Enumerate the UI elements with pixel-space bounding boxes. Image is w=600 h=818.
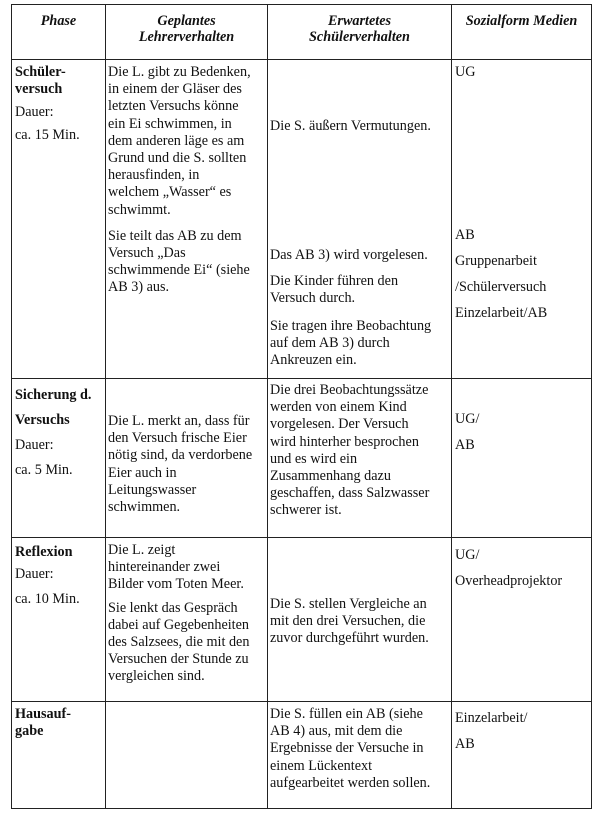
row2-phase-title-line2: Versuchs — [15, 412, 70, 428]
text-line: Zusammenhang dazu — [270, 468, 391, 485]
text-line: aufgearbeitet werden sollen. — [270, 774, 431, 791]
row2-teacher — [108, 413, 266, 516]
row4-phase-title-line2: gabe — [15, 723, 44, 739]
header-student — [268, 13, 451, 45]
row3-teacher — [108, 542, 266, 692]
text-line: ein Ei schwimmen, in — [108, 115, 232, 132]
text-line: Die L. zeigt — [108, 542, 176, 558]
row3-teacher-paragraph-1 — [108, 542, 266, 594]
row2-duration: ca. 5 Min. — [15, 462, 73, 478]
header-phase — [12, 13, 105, 29]
text-line: den Versuch frische Eier — [108, 430, 247, 447]
row1-social-list — [455, 222, 591, 326]
text-line: werden von einem Kind — [270, 399, 407, 416]
text-line: Die Kinder führen den — [270, 273, 399, 289]
text-line: Die S. stellen Vergleiche an — [270, 596, 427, 612]
text-line: dem anderen läge es am — [108, 132, 245, 149]
header-student-line1: Erwartetes — [327, 13, 392, 29]
row2-student — [270, 382, 451, 520]
header-separator — [11, 59, 592, 60]
row2-duration-label: Dauer: — [15, 437, 54, 453]
row3-duration-label: Dauer: — [15, 566, 54, 582]
row-separator-3 — [11, 701, 592, 702]
row1-student-paragraph-2 — [270, 247, 451, 264]
text-line: Overheadprojektor — [455, 573, 563, 589]
text-line: schwimmt. — [108, 201, 171, 218]
text-line: welchem „Wasser“ es — [108, 184, 232, 201]
text-line: schwimmen. — [108, 499, 181, 516]
text-line: AB — [455, 227, 475, 243]
text-line: mit den drei Versuchen, die — [270, 613, 426, 630]
text-line: Ankreuzen ein. — [270, 352, 357, 369]
text-line: vergleichen sind. — [108, 668, 205, 685]
col-border-right — [591, 4, 592, 809]
col-separator-1 — [105, 4, 106, 809]
text-line: Versuch „Das — [108, 245, 186, 262]
text-line: Grund und die S. sollten — [108, 150, 247, 167]
text-line: Einzelarbeit/AB — [455, 305, 548, 321]
row1-duration: ca. 15 Min. — [15, 127, 80, 144]
text-line: Einzelarbeit/ — [455, 710, 528, 726]
text-line: des Salzsees, die mit den — [108, 634, 250, 651]
text-line: Eier auch in — [108, 464, 177, 481]
text-line: Sie teilt das AB zu dem — [108, 227, 242, 244]
text-line: auf dem AB 3) durch — [270, 335, 390, 352]
row1-phase-title-line1: Schüler- — [15, 64, 66, 80]
text-line: Versuchen der Stunde zu — [108, 651, 249, 668]
row3-phase-title: Reflexion — [15, 544, 73, 560]
row3-social — [455, 542, 591, 594]
text-line: wird hinterher besprochen — [270, 433, 419, 450]
row2-social — [455, 406, 591, 458]
header-social-text: Sozialform Medien — [465, 13, 578, 29]
text-line: Sie lenkt das Gespräch — [108, 599, 238, 616]
table-border-top — [11, 4, 592, 5]
row3-student — [270, 596, 451, 648]
text-line: Bilder vom Toten Meer. — [108, 576, 244, 593]
text-line: Die S. füllen ein AB (siehe — [270, 706, 423, 722]
text-line: schwimmende Ei“ (siehe — [108, 262, 250, 279]
text-line: herausfinden, in — [108, 167, 200, 184]
text-line: Das AB 3) wird vorgelesen. — [270, 247, 428, 263]
header-teacher — [106, 13, 267, 45]
text-line: Leitungswasser — [108, 481, 197, 498]
row1-social-ug — [455, 64, 591, 81]
text-line: und es wird ein — [270, 450, 358, 467]
row2-phase-title-line1: Sicherung d. — [15, 387, 92, 403]
row1-student-paragraph-3 — [270, 273, 451, 307]
text-line: einem Lückentext — [270, 757, 373, 774]
text-line: AB — [455, 736, 475, 752]
text-line: vorgelesen. Der Versuch — [270, 416, 409, 433]
row1-duration-label: Dauer: — [15, 104, 54, 120]
row1-teacher-paragraph-2 — [108, 228, 266, 297]
col-separator-3 — [451, 4, 452, 809]
col-border-left — [11, 4, 12, 809]
text-line: Sie tragen ihre Beobachtung — [270, 318, 432, 334]
header-teacher-line1: Geplantes — [157, 13, 216, 29]
row4-phase-title-line1: Hausauf- — [15, 706, 71, 722]
text-line: letzten Versuchs könne — [108, 98, 239, 115]
text-line: Die drei Beobachtungssätze — [270, 382, 429, 398]
row4-phase — [15, 706, 105, 740]
text-line: UG/ — [455, 411, 480, 427]
text-line: Versuch durch. — [270, 290, 356, 307]
text-line: Die L. gibt zu Bedenken, — [108, 64, 251, 80]
header-phase-text: Phase — [40, 13, 77, 29]
text-line: dabei auf Gegebenheiten — [108, 616, 250, 633]
row1-student-paragraph-1 — [270, 118, 451, 135]
col-separator-2 — [267, 4, 268, 809]
text-line: geschaffen, dass Salzwasser — [270, 485, 430, 502]
row1-teacher-paragraph-1 — [108, 64, 266, 219]
row1-phase-title-line2: versuch — [15, 81, 63, 97]
text-line: schwerer ist. — [270, 502, 342, 519]
row3-teacher-paragraph-2 — [108, 600, 266, 686]
text-line: zuvor durchgeführt wurden. — [270, 630, 429, 647]
text-line: Die S. äußern Vermutungen. — [270, 118, 431, 134]
text-line: /Schülerversuch — [455, 279, 547, 295]
text-line: UG — [455, 64, 476, 80]
header-social — [452, 13, 591, 29]
text-line: UG/ — [455, 547, 480, 563]
text-line: hintereinander zwei — [108, 559, 221, 576]
table-border-bottom — [11, 808, 592, 809]
row3-duration: ca. 10 Min. — [15, 591, 80, 607]
row-separator-2 — [11, 537, 592, 538]
row1-phase — [15, 64, 105, 144]
text-line: AB 4) aus, mit dem die — [270, 723, 403, 740]
text-line: Ergebnisse der Versuche in — [270, 740, 424, 757]
row-separator-1 — [11, 378, 592, 379]
row4-student — [270, 706, 451, 792]
text-line: in einem der Gläser des — [108, 81, 242, 98]
header-teacher-line2: Lehrerverhalten — [138, 29, 235, 45]
text-line: Gruppenarbeit — [455, 253, 537, 269]
row4-social — [455, 705, 591, 757]
text-line: AB — [455, 437, 475, 453]
text-line: Die L. merkt an, dass für — [108, 413, 250, 429]
row1-student-paragraph-4 — [270, 318, 451, 370]
row2-phase — [15, 383, 105, 483]
row3-phase — [15, 542, 105, 612]
text-line: nötig sind, da verdorbene — [108, 447, 253, 464]
row1-teacher — [108, 64, 266, 303]
text-line: AB 3) aus. — [108, 279, 170, 296]
header-student-line2: Schülerverhalten — [309, 29, 410, 45]
